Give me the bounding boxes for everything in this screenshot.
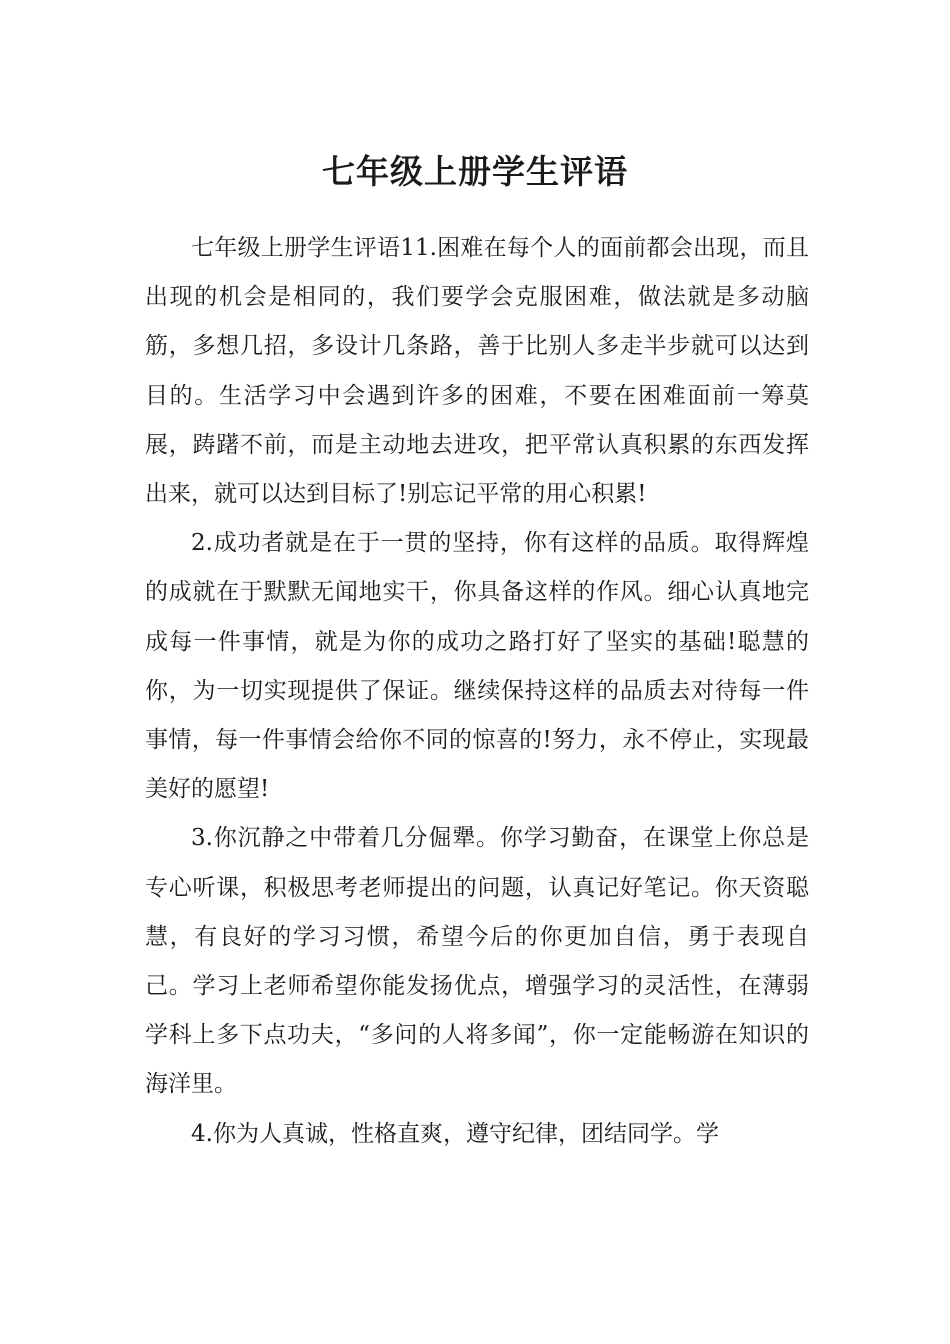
document-body: [145, 224, 809, 1159]
paragraph-3: 3.你沉静之中带着几分倔犟。你学习勤奋，在课堂上你总是专心听课，积极思考老师提出的问题，认真记好笔记。你天资聪慧，有良好的学习习惯，希望今后的你更加自信，勇于表现自己。学习上老师希望你能发扬优点，增强学习的灵活性，在薄弱学科上多下点功夫，“多问的人将多闻”，你一定能畅游在知识的海洋里。: [145, 825, 809, 1098]
document-title: 七年级上册学生评语: [322, 152, 628, 192]
paragraph-1: 七年级上册学生评语11.困难在每个人的面前都会出现，而且出现的机会是相同的，我们要学会克服困难，做法就是多动脑筋，多想几招，多设计几条路，善于比别人多走半步就可以达到目的。生活学习中会遇到许多的困难，不要在困难面前一筹莫展，踌躇不前，而是主动地去进攻，把平常认真积累的东西发挥出来，就可以达到目标了!别忘记平常的用心积累!: [145, 235, 809, 508]
paragraph-2: 2.成功者就是在于一贯的坚持，你有这样的品质。取得辉煌的成就在于默默无闻地实干，你具备这样的作风。细心认真地完成每一件事情，就是为你的成功之路打好了坚实的基础!聪慧的你，为一切实现提供了保证。继续保持这样的品质去对待每一件事情，每一件事情会给你不同的惊喜的!努力，永不停止，实现最美好的愿望!: [145, 530, 809, 803]
paragraph-4: 4.你为人真诚，性格直爽，遵守纪律，团结同学。学: [191, 1120, 719, 1147]
